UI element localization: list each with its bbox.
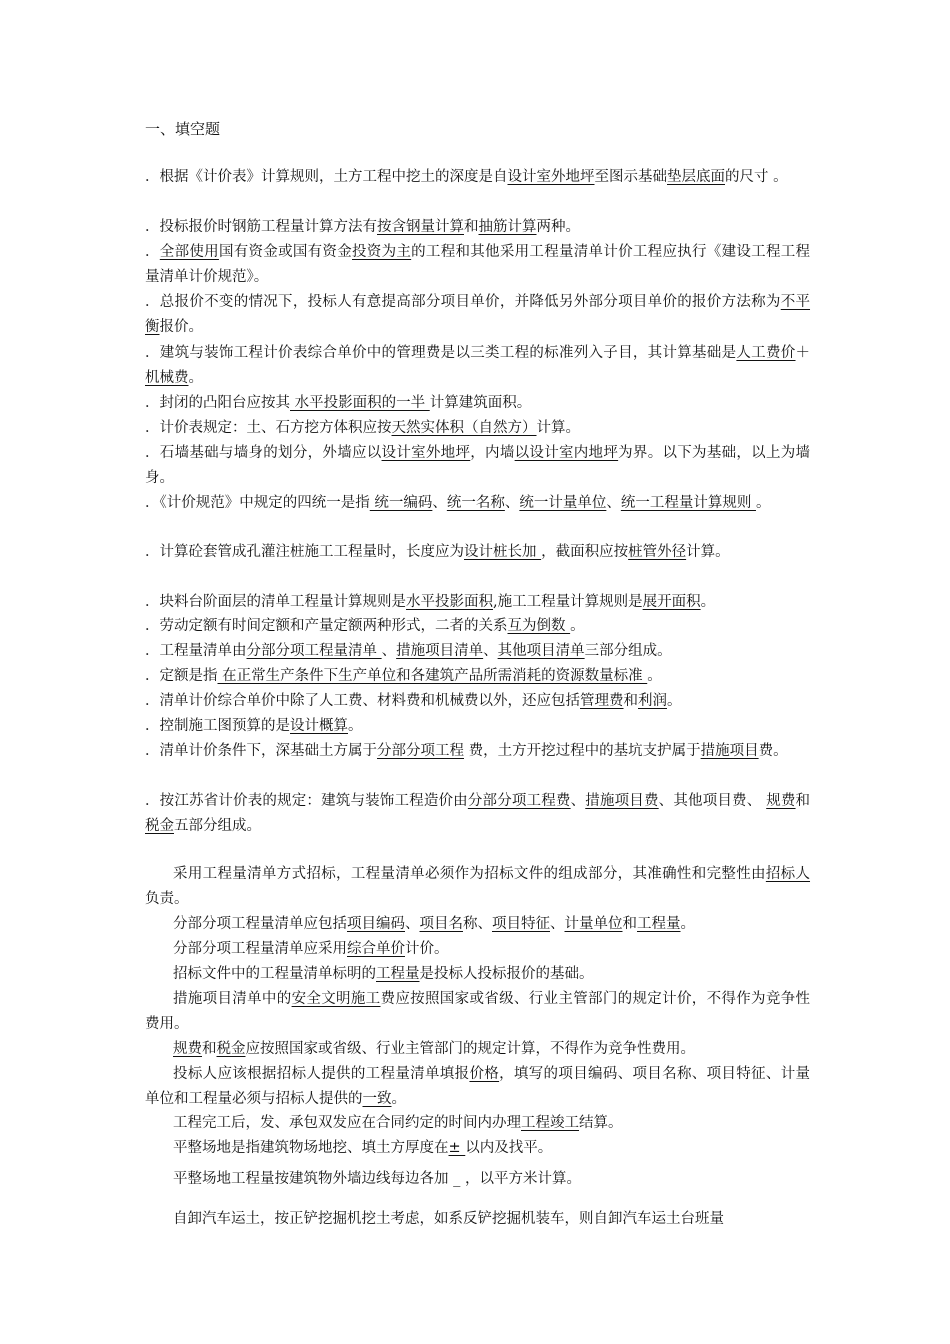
item-text: 、 <box>483 643 498 659</box>
fill-item <box>145 987 810 1037</box>
answer-blank: 管理费 <box>580 693 624 709</box>
answer-blank: 分部分项工程 <box>377 743 464 759</box>
answer-blank: 设计桩长加 <box>464 544 542 560</box>
item-text: 的工程和其他采用工程量清单计价工程应执行《建设工程工程量清单计价规范》。 <box>145 244 811 285</box>
item-text: ＋ <box>795 345 811 361</box>
item-text: 是投标人投标报价的基础。 <box>419 966 594 982</box>
answer-blank: 项目编码 <box>347 916 405 932</box>
item-text: 、其他项目费、 <box>658 793 767 809</box>
answer-blank: 利润 <box>638 693 667 709</box>
answer-blank: 统一编码 <box>369 495 433 511</box>
item-text: ，内墙 <box>470 445 515 461</box>
item-text: 。 <box>700 594 716 610</box>
fill-item <box>145 937 810 962</box>
fill-item <box>145 1207 810 1232</box>
answer-blank: 抽筋计算 <box>478 219 537 235</box>
item-text: 费，土方开挖过程中的基坑支护属于 <box>464 743 701 759</box>
answer-blank: 统一名称 <box>446 495 505 511</box>
fill-item <box>145 290 810 340</box>
answer-blank: 工程量 <box>637 916 681 932</box>
answer-blank: 措施项目 <box>700 743 759 759</box>
fill-item <box>145 590 810 615</box>
answer-blank: 分部分项工程费 <box>467 793 571 809</box>
item-text: ．定额是指 <box>145 668 218 684</box>
item-text: 和 <box>464 219 479 235</box>
answer-blank: 人工费价 <box>736 345 796 361</box>
fill-item <box>145 391 810 416</box>
fill-item <box>145 614 810 639</box>
item-text: 分部分项工程量清单应包括 <box>173 916 347 932</box>
item-text: ．封闭的凸阳台应按其 <box>145 395 290 411</box>
fill-item <box>145 1167 810 1192</box>
answer-blank: 设计室外地坪 <box>507 169 595 185</box>
item-text: ．块料台阶面层的清单工程量计算规则是 <box>145 594 406 610</box>
fill-item <box>145 689 810 714</box>
item-text: 五部分组成。 <box>174 818 261 834</box>
item-text: 计价。 <box>405 941 449 957</box>
fill-item <box>145 491 810 516</box>
item-text: 和 <box>202 1041 217 1057</box>
fill-item <box>145 215 810 240</box>
item-text: ．投标报价时钢筋工程量计算方法有 <box>145 219 377 235</box>
item-text: ．劳动定额有时间定额和产量定额两种形式，二者的关系 <box>145 618 508 634</box>
answer-blank: 统一工程量计算规则 <box>620 495 756 511</box>
item-text: 和 <box>623 693 638 709</box>
answer-blank: 天然实体积（自然方） <box>391 420 537 436</box>
item-text: 三部分组成。 <box>584 643 672 659</box>
item-text: 至图示基础 <box>594 169 667 185</box>
item-text: 以内及找平。 <box>465 1140 553 1156</box>
answer-blank: 桩管外径 <box>628 544 687 560</box>
item-text: 招标文件中的工程量清单标明的 <box>173 966 376 982</box>
answer-blank: 税金 <box>145 818 174 834</box>
item-text: 和 <box>795 793 811 809</box>
answer-blank: 综合单价 <box>347 941 405 957</box>
item-text: ，截面积应按 <box>541 544 629 560</box>
answer-blank: 投资为主 <box>352 244 412 260</box>
item-text: 自卸汽车运土，按正铲挖掘机挖土考虑，如系反铲挖掘机装车，则自卸汽车运土台班量 <box>173 1211 724 1227</box>
item-text: ．根据《计价表》计算规则，土方工程中挖土的深度是自 <box>145 169 508 185</box>
answer-blank: 全部使用 <box>159 244 219 260</box>
answer-blank: 措施项目清单 <box>396 643 484 659</box>
item-text: ．清单计价条件下，深基础土方属于 <box>145 743 377 759</box>
item-text: ，以平方米计算。 <box>464 1171 581 1187</box>
item-text: ．清单计价综合单价中除了人工费、材料费和机械费以外，还应包括 <box>145 693 580 709</box>
item-text: 国有资金或国有资金 <box>218 244 352 260</box>
fill-item <box>145 639 810 664</box>
item-text: 、 <box>504 495 520 511</box>
fill-item <box>145 714 810 739</box>
answer-blank: 安全文明施工 <box>291 991 381 1007</box>
fill-item <box>145 240 810 290</box>
item-text: 工程完工后，发、承包双发应在合同约定的时间内办理 <box>173 1115 521 1131</box>
item-text: 的尺寸 。 <box>725 169 788 185</box>
item-text: ．工程量清单由 <box>145 643 247 659</box>
answer-blank: 规费 <box>766 793 796 809</box>
item-text: 。 <box>667 693 682 709</box>
fill-item <box>145 165 810 190</box>
fill-item <box>145 789 810 839</box>
answer-blank: 工程竣工 <box>521 1115 579 1131</box>
fill-item <box>145 664 810 689</box>
fill-item <box>145 1062 810 1112</box>
fill-item <box>145 540 810 565</box>
answer-blank: 项目名 <box>419 916 463 932</box>
answer-blank: 不平衡 <box>145 294 811 335</box>
item-text: 计算。 <box>686 544 730 560</box>
item-text: 采用工程量清单方式招标，工程量清单必须作为招标文件的组成部分，其准确性和完整性由 <box>173 866 766 882</box>
item-text: 平整场地是指建筑物场地挖、填土方厚度在 <box>173 1140 449 1156</box>
fill-item <box>145 441 810 491</box>
item-text: 。 <box>755 495 771 511</box>
item-text: 、 <box>570 793 586 809</box>
section-heading: 一、填空题 <box>145 120 221 138</box>
item-text: ．建筑与装饰工程计价表综合单价中的管理费是以三类工程的标准列入子目，其计算基础是 <box>145 345 737 361</box>
item-text: 、 <box>381 643 397 659</box>
answer-blank: 在正常生产条件下生产单位和各建筑产品所需消耗的资源数量标准 <box>217 668 648 684</box>
answer-blank: ± <box>448 1140 466 1156</box>
answer-blank: 水平投影面积 <box>406 594 493 610</box>
fill-item <box>145 862 810 912</box>
answer-blank: 按含钢量计算 <box>377 219 464 235</box>
item-text: 费应按照国家或省级、行业主管部门的规定计价，不得作为竞争性费用。 <box>145 991 811 1032</box>
item-text: 负责。 <box>145 891 189 907</box>
item-text: ．控制施工图预算的是 <box>145 718 290 734</box>
answer-blank: 机械费 <box>145 370 189 386</box>
item-text: ．计价表规定：土、石方挖方体积应按 <box>145 420 392 436</box>
fill-item <box>145 341 810 391</box>
item-text: ． <box>145 244 160 260</box>
item-text: 。 <box>570 618 585 634</box>
item-text: 称、 <box>463 916 492 932</box>
item-text: ．按江苏省计价表的规定：建筑与装饰工程造价由 <box>145 793 468 809</box>
answer-blank: 水平投影面积的一半 <box>290 395 430 411</box>
item-text: 、 <box>432 495 447 511</box>
item-text: 投标人应该根据招标人提供的工程量清单填报 <box>173 1066 470 1082</box>
item-text: 、 <box>405 916 420 932</box>
item-text: 结算。 <box>579 1115 623 1131</box>
answer-blank: 统一计量单位 <box>519 495 607 511</box>
item-text: ，填写的项目编码、项目名称、项目特征、计量单位和工程量必须与招标人提供的 <box>145 1066 811 1107</box>
fill-item <box>145 1037 810 1062</box>
fill-item <box>145 962 810 987</box>
answer-blank: 互为倒数 <box>507 618 571 634</box>
answer-blank: 招标人 <box>765 866 811 882</box>
item-text: _ <box>448 1171 465 1187</box>
item-text: 为界。以下为基础，以上为墙身。 <box>145 445 811 486</box>
answer-blank: 税金 <box>216 1041 246 1057</box>
answer-blank: 垫层底面 <box>667 169 725 185</box>
answer-blank: 展开面积 <box>642 594 701 610</box>
answer-blank: 措施项目费 <box>585 793 659 809</box>
fill-item <box>145 416 810 441</box>
item-text: 报价。 <box>159 319 203 335</box>
answer-blank: 计量单位 <box>564 916 623 932</box>
answer-blank: 设计概算 <box>290 718 348 734</box>
answer-blank: 规费 <box>173 1041 202 1057</box>
answer-blank: 其他项目清单 <box>497 643 585 659</box>
item-text: 、 <box>550 916 565 932</box>
item-text: 和 <box>622 916 637 932</box>
answer-blank: 以设计室内地坪 <box>514 445 619 461</box>
item-text: 。 <box>188 370 203 386</box>
item-text: 费。 <box>758 743 788 759</box>
answer-blank: 设计室外地坪 <box>381 445 471 461</box>
item-text: 应按照国家或省级、行业主管部门的规定计算，不得作为竞争性费用。 <box>245 1041 695 1057</box>
answer-blank: 分部分项工程量清单 <box>246 643 382 659</box>
item-text: 。 <box>348 718 363 734</box>
item-text: 、 <box>606 495 621 511</box>
item-text: 计算建筑面积。 <box>429 395 532 411</box>
fill-item <box>145 1136 810 1161</box>
item-text: 两种。 <box>536 219 580 235</box>
answer-blank: 一致 <box>362 1091 392 1107</box>
item-text: ．石墙基础与墙身的划分，外墙应以 <box>145 445 382 461</box>
fill-item <box>145 912 810 937</box>
item-text: ．计算砼套管成孔灌注桩施工工程量时，长度应为 <box>145 544 464 560</box>
answer-blank: 工程量 <box>376 966 420 982</box>
item-text: 。 <box>391 1091 406 1107</box>
item-text: 措施项目清单中的 <box>173 991 292 1007</box>
item-text: ．总报价不变的情况下，投标人有意提高部分项目单价，并降低另外部分项目单价的报价方法称为 <box>145 294 781 310</box>
fill-item <box>145 739 810 764</box>
item-text: 。 <box>680 916 695 932</box>
item-text: 计算。 <box>536 420 580 436</box>
item-text: 分部分项工程量清单应采用 <box>173 941 347 957</box>
item-text: ,施工工程量计算规则是 <box>493 594 643 610</box>
item-text: ．《计价规范》中规定的四统一是指 <box>145 495 370 511</box>
answer-blank: 价格 <box>469 1066 500 1082</box>
answer-blank: 项目特征 <box>492 916 550 932</box>
fill-item <box>145 1111 810 1136</box>
item-text: 平整场地工程量按建筑物外墙边线每边各加 <box>173 1171 449 1187</box>
item-text: 。 <box>647 668 662 684</box>
